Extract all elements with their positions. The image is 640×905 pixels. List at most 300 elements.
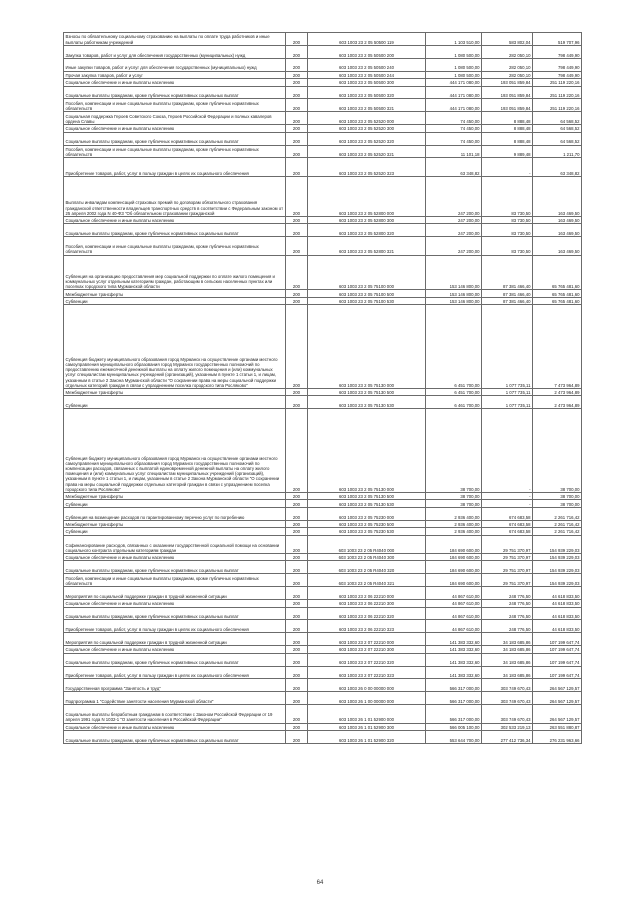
cell-approved-amount: 44 867 610,00 — [426, 600, 482, 607]
cell-budget-code: 603 1003 23 2 05 50500 119 — [308, 33, 426, 46]
table-row — [64, 730, 582, 743]
cell-executed-amount: 282 050,10 — [482, 58, 533, 71]
cell-approved-amount: 153 146 800,00 — [426, 255, 482, 290]
cell-approved-amount: 444 171 080,00 — [426, 86, 482, 99]
cell-budget-code: 603 1003 23 2 05 75230 500 — [308, 520, 426, 527]
cell-executed-amount: 29 751 370,97 — [482, 553, 533, 560]
cell-name: Социальное обеспечение и иные выплаты населению — [64, 600, 286, 607]
cell-executed-amount: - — [482, 492, 533, 499]
cell-admin-code: 200 — [286, 237, 308, 255]
table-row — [64, 33, 582, 46]
cell-admin-code: 200 — [286, 723, 308, 730]
cell-executed-amount: 193 051 859,84 — [482, 79, 533, 86]
cell-executed-amount: 87 381 466,40 — [482, 297, 533, 304]
cell-budget-code: 603 1003 23 2 05 75130 530 — [308, 500, 426, 507]
cell-approved-amount: 38 700,00 — [426, 500, 482, 507]
cell-remaining-amount: 2 473 964,89 — [533, 396, 582, 409]
cell-budget-code: 603 1003 23 2 05 R4040 321 — [308, 574, 426, 587]
table-row — [64, 574, 582, 587]
cell-budget-code: 603 1003 23 2 05 50500 244 — [308, 71, 426, 78]
cell-remaining-amount: 154 939 229,03 — [533, 561, 582, 574]
cell-approved-amount: 141 383 332,60 — [426, 633, 482, 646]
cell-remaining-amount: 154 939 229,03 — [533, 574, 582, 587]
cell-admin-code: 200 — [286, 79, 308, 86]
cell-executed-amount: 193 051 859,84 — [482, 86, 533, 99]
cell-approved-amount: 44 867 610,00 — [426, 607, 482, 620]
table-row — [64, 705, 582, 723]
table-row — [64, 145, 582, 158]
table-row — [64, 620, 582, 633]
cell-approved-amount: 1 080 500,00 — [426, 58, 482, 71]
cell-admin-code: 200 — [286, 646, 308, 653]
cell-approved-amount: 6 461 700,00 — [426, 396, 482, 409]
table-row — [64, 607, 582, 620]
cell-name: Субвенция на организацию предоставления мер социальной поддержки по оплате жилого помещения и коммунальных услуг отдельным категориям граждан, работающим в сельских населенных пунктах или поселках городского типа Мурманской области — [64, 255, 286, 290]
cell-budget-code: 603 1003 23 2 07 22210 320 — [308, 653, 426, 666]
cell-executed-amount: 9 889,48 — [482, 145, 533, 158]
table-row — [64, 216, 582, 223]
cell-remaining-amount: 63 348,82 — [533, 158, 582, 176]
cell-name: Пособия, компенсации и иные социальные выплаты гражданам, кроме публичных нормативных обязательств — [64, 99, 286, 112]
cell-budget-code: 603 1003 23 2 05 75130 500 — [308, 388, 426, 395]
table-row — [64, 71, 582, 78]
cell-budget-code: 603 1003 23 2 05 52520 300 — [308, 125, 426, 132]
cell-name: Приобретение товаров, работ, услуг в пользу граждан в целях их социального обеспечения — [64, 666, 286, 679]
table-row — [64, 79, 582, 86]
cell-executed-amount: 193 051 859,84 — [482, 99, 533, 112]
cell-budget-code: 603 1003 23 2 07 22210 300 — [308, 646, 426, 653]
cell-admin-code: 200 — [286, 176, 308, 216]
cell-approved-amount: 247 200,00 — [426, 237, 482, 255]
cell-name: Иные закупки товаров, работ и услуг для обеспечения государственных (муниципальных) нужд — [64, 58, 286, 71]
cell-remaining-amount: 1 211,70 — [533, 145, 582, 158]
cell-budget-code: 603 1003 23 2 05 R4040 000 — [308, 535, 426, 553]
cell-executed-amount: 83 730,50 — [482, 224, 533, 237]
cell-name: Закупка товаров, работ и услуг для обеспечения государственных (муниципальных) нужд — [64, 45, 286, 58]
cell-executed-amount: - — [482, 500, 533, 507]
cell-approved-amount: 38 700,00 — [426, 492, 482, 499]
cell-admin-code: 200 — [286, 125, 308, 132]
budget-execution-table — [63, 32, 582, 744]
table-row — [64, 396, 582, 409]
cell-executed-amount: 83 730,50 — [482, 176, 533, 216]
cell-admin-code: 200 — [286, 528, 308, 535]
cell-budget-code: 603 1003 23 2 05 52520 320 — [308, 132, 426, 145]
table-row — [64, 112, 582, 125]
cell-name: Социальная поддержка Героев Советского Союза, Героев Российской Федерации и полных кавалеров ордена Славы — [64, 112, 286, 125]
cell-executed-amount: 1 077 735,11 — [482, 396, 533, 409]
cell-budget-code: 603 1003 23 2 06 22210 320 — [308, 607, 426, 620]
cell-name: Субвенции — [64, 297, 286, 304]
cell-budget-code: 603 1003 23 2 05 75100 000 — [308, 255, 426, 290]
cell-admin-code: 200 — [286, 45, 308, 58]
cell-approved-amount: 184 690 600,00 — [426, 535, 482, 553]
table-row — [64, 132, 582, 145]
cell-budget-code: 603 1003 23 2 05 52800 321 — [308, 237, 426, 255]
cell-executed-amount: 277 412 736,34 — [482, 730, 533, 743]
cell-admin-code: 200 — [286, 216, 308, 223]
cell-budget-code: 603 1003 23 2 05 50500 200 — [308, 45, 426, 58]
cell-budget-code: 603 1003 23 2 05 52800 320 — [308, 224, 426, 237]
table-row — [64, 633, 582, 646]
cell-name: Пособия, компенсации и иные социальные выплаты гражданам, кроме публичных нормативных обязательств — [64, 574, 286, 587]
cell-admin-code: 200 — [286, 561, 308, 574]
cell-admin-code: 200 — [286, 600, 308, 607]
cell-approved-amount: 6 451 700,00 — [426, 388, 482, 395]
cell-executed-amount: 248 776,50 — [482, 620, 533, 633]
cell-approved-amount: 247 200,00 — [426, 216, 482, 223]
cell-approved-amount: 1 103 510,00 — [426, 33, 482, 46]
cell-name: Социальное обеспечение и иные выплаты населению — [64, 646, 286, 653]
cell-remaining-amount: 154 939 229,03 — [533, 553, 582, 560]
cell-admin-code: 200 — [286, 653, 308, 666]
cell-admin-code: 200 — [286, 535, 308, 553]
cell-executed-amount: 34 183 685,86 — [482, 646, 533, 653]
cell-executed-amount: 83 730,50 — [482, 216, 533, 223]
cell-executed-amount: 282 050,10 — [482, 71, 533, 78]
cell-executed-amount: 674 683,58 — [482, 520, 533, 527]
cell-name: Социальные выплаты гражданам, кроме публичных нормативных социальных выплат — [64, 607, 286, 620]
table-row — [64, 409, 582, 493]
cell-budget-code: 603 1003 23 2 05 52800 000 — [308, 176, 426, 216]
cell-name: Субвенции — [64, 396, 286, 409]
cell-approved-amount: 1 080 500,00 — [426, 45, 482, 58]
table-row — [64, 507, 582, 520]
cell-admin-code: 200 — [286, 409, 308, 493]
cell-name: Подпрограмма 1 "Содействие занятости населения Мурманской области" — [64, 692, 286, 705]
cell-budget-code: 603 1003 26 0 00 00000 000 — [308, 679, 426, 692]
cell-executed-amount: 1 077 735,11 — [482, 305, 533, 389]
cell-remaining-amount: 65 765 481,60 — [533, 290, 582, 297]
cell-approved-amount: 44 867 610,00 — [426, 587, 482, 600]
cell-remaining-amount: 154 939 229,03 — [533, 535, 582, 553]
cell-approved-amount: 74 450,00 — [426, 132, 482, 145]
cell-executed-amount: 302 533 219,13 — [482, 723, 533, 730]
cell-executed-amount: 34 183 685,86 — [482, 666, 533, 679]
cell-approved-amount: 566 005 100,00 — [426, 723, 482, 730]
cell-admin-code: 200 — [286, 730, 308, 743]
table-row — [64, 679, 582, 692]
cell-budget-code: 603 1003 23 2 05 52520 323 — [308, 158, 426, 176]
cell-remaining-amount: 264 567 129,57 — [533, 679, 582, 692]
cell-admin-code: 200 — [286, 112, 308, 125]
cell-remaining-amount: 38 700,00 — [533, 500, 582, 507]
cell-remaining-amount: 251 119 220,16 — [533, 79, 582, 86]
cell-budget-code: 603 1003 23 2 05 50500 320 — [308, 86, 426, 99]
cell-approved-amount: 141 383 332,60 — [426, 646, 482, 653]
cell-name: Прочая закупка товаров, работ и услуг — [64, 71, 286, 78]
cell-budget-code: 603 1003 23 2 05 52520 000 — [308, 112, 426, 125]
cell-name: Мероприятия по социальной поддержке граждан в трудной жизненной ситуации — [64, 587, 286, 600]
cell-approved-amount: 566 317 000,00 — [426, 692, 482, 705]
cell-admin-code: 200 — [286, 396, 308, 409]
cell-admin-code: 200 — [286, 158, 308, 176]
cell-budget-code: 603 1003 23 2 05 50500 240 — [308, 58, 426, 71]
cell-name: Межбюджетные трансферты — [64, 492, 286, 499]
cell-admin-code: 200 — [286, 666, 308, 679]
cell-name: Социальные выплаты гражданам, кроме публичных нормативных социальных выплат — [64, 653, 286, 666]
cell-admin-code: 200 — [286, 553, 308, 560]
cell-remaining-amount: 798 449,90 — [533, 58, 582, 71]
table-row — [64, 692, 582, 705]
cell-budget-code: 603 1003 23 2 06 22210 323 — [308, 620, 426, 633]
cell-admin-code: 200 — [286, 71, 308, 78]
cell-approved-amount: 141 383 332,60 — [426, 653, 482, 666]
cell-budget-code: 603 1003 23 2 05 50500 321 — [308, 99, 426, 112]
cell-approved-amount: 74 450,00 — [426, 112, 482, 125]
cell-admin-code: 200 — [286, 388, 308, 395]
cell-name: Субвенции — [64, 500, 286, 507]
cell-approved-amount: 11 101,18 — [426, 145, 482, 158]
table-row — [64, 492, 582, 499]
cell-name: Социальные выплаты гражданам, кроме публичных нормативных социальных выплат — [64, 224, 286, 237]
cell-admin-code: 200 — [286, 574, 308, 587]
cell-admin-code: 200 — [286, 492, 308, 499]
table-row — [64, 561, 582, 574]
cell-executed-amount: 282 050,10 — [482, 45, 533, 58]
cell-executed-amount: - — [482, 158, 533, 176]
cell-remaining-amount: 264 567 129,57 — [533, 692, 582, 705]
cell-remaining-amount: 107 199 647,74 — [533, 666, 582, 679]
table-row — [64, 600, 582, 607]
table-row — [64, 553, 582, 560]
cell-executed-amount: 248 776,50 — [482, 587, 533, 600]
table-row — [64, 86, 582, 99]
cell-admin-code: 200 — [286, 33, 308, 46]
cell-executed-amount: 674 683,58 — [482, 507, 533, 520]
cell-name: Софинансирование расходов, связанных с оказанием государственной социальной помощи на основании социального контракта отдельным категориям граждан — [64, 535, 286, 553]
cell-executed-amount: 583 802,04 — [482, 33, 533, 46]
cell-budget-code: 603 1003 23 2 05 R4040 300 — [308, 553, 426, 560]
cell-remaining-amount: 798 449,90 — [533, 45, 582, 58]
cell-approved-amount: 2 936 400,00 — [426, 528, 482, 535]
cell-budget-code: 603 1003 23 2 05 75100 530 — [308, 297, 426, 304]
cell-name: Социальные выплаты гражданам, кроме публичных нормативных социальных выплат — [64, 86, 286, 99]
cell-approved-amount: 566 317 000,00 — [426, 679, 482, 692]
cell-executed-amount: 8 888,48 — [482, 125, 533, 132]
cell-budget-code: 603 1003 23 2 07 22210 323 — [308, 666, 426, 679]
cell-remaining-amount: 263 551 880,87 — [533, 723, 582, 730]
table-row — [64, 646, 582, 653]
table-row — [64, 500, 582, 507]
cell-admin-code: 200 — [286, 224, 308, 237]
cell-admin-code: 200 — [286, 692, 308, 705]
cell-approved-amount: 444 171 080,00 — [426, 79, 482, 86]
cell-remaining-amount: 163 469,50 — [533, 237, 582, 255]
cell-admin-code: 200 — [286, 507, 308, 520]
cell-approved-amount: 2 936 400,00 — [426, 507, 482, 520]
table-row — [64, 388, 582, 395]
cell-executed-amount: 29 751 370,97 — [482, 574, 533, 587]
cell-admin-code: 200 — [286, 500, 308, 507]
cell-budget-code: 603 1003 26 1 01 52900 000 — [308, 705, 426, 723]
cell-admin-code: 200 — [286, 305, 308, 389]
table-row — [64, 666, 582, 679]
cell-executed-amount: 34 183 685,86 — [482, 633, 533, 646]
cell-approved-amount: 247 200,00 — [426, 224, 482, 237]
cell-approved-amount: 153 146 800,00 — [426, 297, 482, 304]
cell-remaining-amount: 107 199 647,74 — [533, 653, 582, 666]
table-body — [64, 33, 582, 744]
table-row — [64, 99, 582, 112]
cell-remaining-amount: 2 473 964,89 — [533, 388, 582, 395]
cell-remaining-amount: 163 469,50 — [533, 216, 582, 223]
table-row — [64, 224, 582, 237]
table-row — [64, 125, 582, 132]
cell-name: Пособия, компенсации и иные социальные выплаты гражданам, кроме публичных нормативных обязательств — [64, 145, 286, 158]
cell-admin-code: 200 — [286, 620, 308, 633]
cell-admin-code: 200 — [286, 86, 308, 99]
cell-admin-code: 200 — [286, 705, 308, 723]
cell-admin-code: 200 — [286, 145, 308, 158]
cell-approved-amount: 141 383 332,60 — [426, 666, 482, 679]
cell-remaining-amount: 163 469,50 — [533, 176, 582, 216]
cell-name: Социальное обеспечение и иные выплаты населению — [64, 216, 286, 223]
cell-executed-amount: 303 749 670,43 — [482, 679, 533, 692]
cell-approved-amount: 184 690 600,00 — [426, 574, 482, 587]
cell-remaining-amount: 107 199 647,74 — [533, 646, 582, 653]
cell-approved-amount: 38 700,00 — [426, 409, 482, 493]
cell-budget-code: 603 1003 23 2 05 52800 300 — [308, 216, 426, 223]
cell-remaining-amount: 65 765 481,60 — [533, 255, 582, 290]
cell-name: Социальное обеспечение и иные выплаты населению — [64, 723, 286, 730]
cell-executed-amount: 674 683,58 — [482, 528, 533, 535]
cell-remaining-amount: 44 618 833,50 — [533, 600, 582, 607]
cell-remaining-amount: 44 618 833,50 — [533, 587, 582, 600]
cell-remaining-amount: 251 119 220,16 — [533, 86, 582, 99]
cell-budget-code: 603 1003 23 2 07 22210 000 — [308, 633, 426, 646]
cell-remaining-amount: 38 700,00 — [533, 409, 582, 493]
table-row — [64, 535, 582, 553]
cell-admin-code: 200 — [286, 132, 308, 145]
cell-remaining-amount: 44 618 833,50 — [533, 620, 582, 633]
cell-name: Мероприятия по социальной поддержке граждан в трудной жизненной ситуации — [64, 633, 286, 646]
table-row — [64, 297, 582, 304]
cell-admin-code: 200 — [286, 587, 308, 600]
cell-name: Выплаты инвалидам компенсаций страховых премий по договорам обязательного страхования гражданской ответственности владельцев транспортных средств в соответствии с Федеральным законом от 25 апреля 2002 года N 40-ФЗ "Об обязательном страховании гражданской — [64, 176, 286, 216]
cell-budget-code: 603 1003 23 2 05 50500 300 — [308, 79, 426, 86]
cell-remaining-amount: 64 568,52 — [533, 132, 582, 145]
cell-admin-code: 200 — [286, 58, 308, 71]
table-row — [64, 237, 582, 255]
cell-approved-amount: 566 317 000,00 — [426, 705, 482, 723]
table-row — [64, 520, 582, 527]
cell-approved-amount: 44 867 610,00 — [426, 620, 482, 633]
table-row — [64, 290, 582, 297]
table-row — [64, 58, 582, 71]
cell-executed-amount: 248 776,50 — [482, 607, 533, 620]
cell-remaining-amount: 163 469,50 — [533, 224, 582, 237]
cell-budget-code: 603 1003 23 2 05 75230 530 — [308, 528, 426, 535]
cell-admin-code: 200 — [286, 297, 308, 304]
cell-admin-code: 200 — [286, 607, 308, 620]
cell-name: Субвенции — [64, 528, 286, 535]
table-row — [64, 255, 582, 290]
cell-executed-amount: 34 183 685,86 — [482, 653, 533, 666]
cell-name: Социальные выплаты гражданам, кроме публичных нормативных социальных выплат — [64, 561, 286, 574]
cell-approved-amount: 6 451 700,00 — [426, 305, 482, 389]
cell-executed-amount: 83 730,50 — [482, 237, 533, 255]
cell-executed-amount: 1 077 735,11 — [482, 388, 533, 395]
cell-remaining-amount: 38 700,00 — [533, 492, 582, 499]
cell-name: Приобретение товаров, работ, услуг в пользу граждан в целях их социального обеспечения — [64, 620, 286, 633]
cell-name: Приобретение товаров, работ, услуг в пользу граждан в целях их социального обеспечения — [64, 158, 286, 176]
cell-budget-code: 603 1003 23 2 06 22210 000 — [308, 587, 426, 600]
cell-remaining-amount: 65 765 481,60 — [533, 297, 582, 304]
cell-name: Государственная программа "Занятость и труд" — [64, 679, 286, 692]
cell-name: Социальное обеспечение и иные выплаты населению — [64, 553, 286, 560]
cell-remaining-amount: 798 449,90 — [533, 71, 582, 78]
cell-executed-amount: 87 381 466,40 — [482, 290, 533, 297]
cell-remaining-amount: 44 618 833,50 — [533, 607, 582, 620]
cell-name: Социальное обеспечение и иные выплаты населению — [64, 79, 286, 86]
cell-approved-amount: 553 644 700,00 — [426, 730, 482, 743]
cell-admin-code: 200 — [286, 520, 308, 527]
cell-name: Пособия, компенсации и иные социальные выплаты гражданам, кроме публичных нормативных обязательств — [64, 237, 286, 255]
cell-budget-code: 603 1003 26 1 01 52900 300 — [308, 723, 426, 730]
cell-budget-code: 603 1003 23 2 05 75130 000 — [308, 305, 426, 389]
cell-approved-amount: 184 690 600,00 — [426, 553, 482, 560]
cell-remaining-amount: 64 568,52 — [533, 125, 582, 132]
cell-approved-amount: 153 146 800,00 — [426, 290, 482, 297]
cell-budget-code: 603 1003 23 2 05 R4040 320 — [308, 561, 426, 574]
cell-approved-amount: 2 936 400,00 — [426, 520, 482, 527]
cell-budget-code: 603 1003 23 2 05 75100 500 — [308, 290, 426, 297]
cell-remaining-amount: 276 231 963,66 — [533, 730, 582, 743]
cell-remaining-amount: 264 567 129,57 — [533, 705, 582, 723]
cell-executed-amount: 248 776,50 — [482, 600, 533, 607]
cell-executed-amount: 8 888,48 — [482, 132, 533, 145]
page-number: 64 — [316, 880, 324, 886]
cell-name: Социальные выплаты безработным гражданам в соответствии с Законом Российской Федерации от 19 апреля 1991 года N 1032-1 "О занятости населения в Российской Федерации" — [64, 705, 286, 723]
cell-executed-amount: 303 749 670,43 — [482, 705, 533, 723]
cell-remaining-amount: 251 119 220,16 — [533, 99, 582, 112]
cell-remaining-amount: 107 199 647,74 — [533, 633, 582, 646]
cell-name: Межбюджетные трансферты — [64, 520, 286, 527]
cell-approved-amount: 74 450,00 — [426, 125, 482, 132]
cell-executed-amount: 29 751 370,97 — [482, 535, 533, 553]
cell-executed-amount: 87 381 466,40 — [482, 255, 533, 290]
cell-budget-code: 603 1003 23 2 05 75130 000 — [308, 409, 426, 493]
cell-approved-amount: 1 080 500,00 — [426, 71, 482, 78]
cell-name: Межбюджетные трансферты — [64, 388, 286, 395]
table-row — [64, 176, 582, 216]
table-row — [64, 305, 582, 389]
cell-admin-code: 200 — [286, 679, 308, 692]
cell-approved-amount: 63 348,82 — [426, 158, 482, 176]
cell-remaining-amount: 7 473 964,89 — [533, 305, 582, 389]
cell-name: Субвенция бюджету муниципального образования город Мурманск на осуществление органами местного самоуправления муниципального образования город Мурманск государственных полномочий по компенсации расходов, связанных с выплатой единовременной денежной выплаты на оплату жилого помещения и (или) коммунальных услуг специалистам муниципальных учреждений (организаций), указанным в пункте 1 статьи 1, и лицам, указанным в статье 2 Закона Мурманской области "О сохранении права на меры социальной поддержки отдельных категорий граждан в связи с упразднением поселка городского типа Росляково" — [64, 409, 286, 493]
cell-executed-amount: 29 751 370,97 — [482, 561, 533, 574]
cell-remaining-amount: 2 261 716,42 — [533, 520, 582, 527]
cell-executed-amount: 8 888,48 — [482, 112, 533, 125]
cell-admin-code: 200 — [286, 255, 308, 290]
table-row — [64, 587, 582, 600]
cell-remaining-amount: 64 568,52 — [533, 112, 582, 125]
cell-budget-code: 603 1003 23 2 06 22210 300 — [308, 600, 426, 607]
cell-executed-amount: - — [482, 409, 533, 493]
table-row — [64, 723, 582, 730]
cell-admin-code: 200 — [286, 290, 308, 297]
cell-name: Социальное обеспечение и иные выплаты населению — [64, 125, 286, 132]
cell-name: Социальные выплаты гражданам, кроме публичных нормативных социальных выплат — [64, 132, 286, 145]
cell-admin-code: 200 — [286, 99, 308, 112]
cell-remaining-amount: 519 707,96 — [533, 33, 582, 46]
table-row — [64, 528, 582, 535]
cell-name: Межбюджетные трансферты — [64, 290, 286, 297]
table-row — [64, 158, 582, 176]
cell-approved-amount: 184 690 600,00 — [426, 561, 482, 574]
